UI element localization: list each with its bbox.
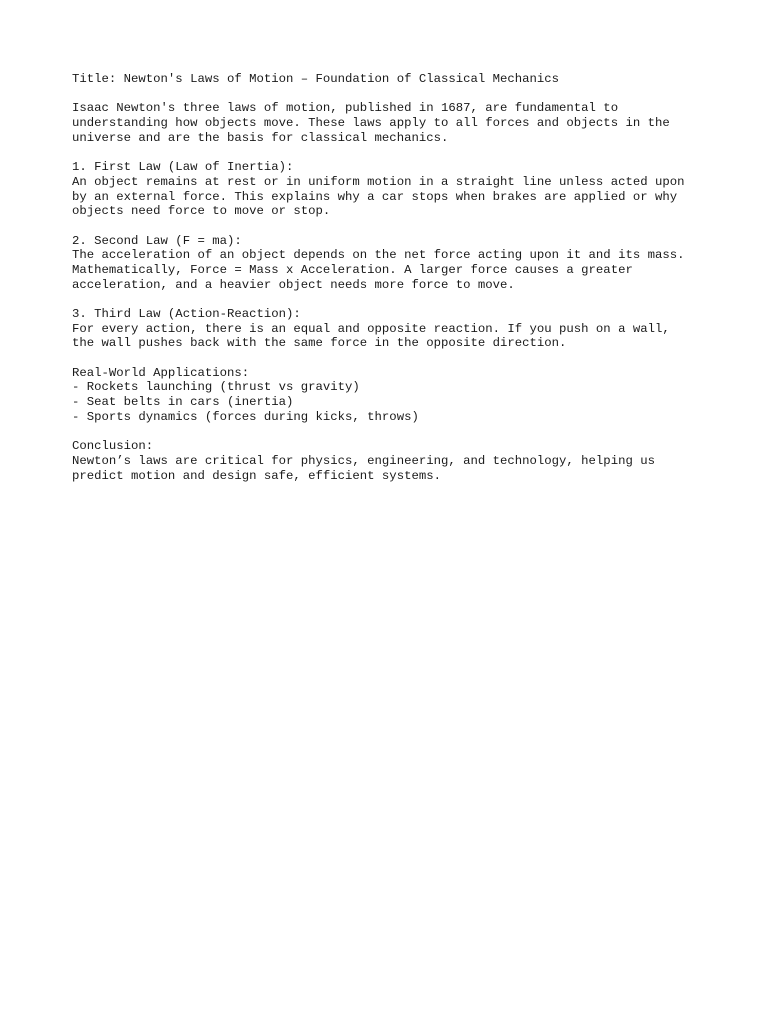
section-first-law <box>72 160 722 219</box>
spacer <box>72 425 722 440</box>
section-heading: Conclusion: <box>72 439 154 454</box>
section-heading: 1. First Law (Law of Inertia): <box>72 160 294 175</box>
section-conclusion <box>72 439 722 483</box>
document-body <box>72 72 722 483</box>
list-item: - Sports dynamics (forces during kicks, throws) <box>72 409 419 424</box>
spacer <box>72 145 722 160</box>
section-applications <box>72 366 722 425</box>
spacer <box>72 87 722 102</box>
section-line: Mathematically, Force = Mass x Acceleration. A larger force causes a greater <box>72 262 633 277</box>
spacer <box>72 219 722 234</box>
intro-line: understanding how objects move. These laws apply to all forces and objects in the <box>72 116 670 131</box>
section-line: acceleration, and a heavier object needs more force to move. <box>72 277 515 292</box>
intro-line: universe and are the basis for classical mechanics. <box>72 130 449 145</box>
section-line: The acceleration of an object depends on the net force acting upon it and its mass. <box>72 248 685 263</box>
section-line: For every action, there is an equal and opposite reaction. If you push on a wall, <box>72 321 670 336</box>
section-second-law <box>72 234 722 293</box>
section-heading: 3. Third Law (Action-Reaction): <box>72 307 301 321</box>
section-third-law <box>72 307 722 351</box>
section-line: objects need force to move or stop. <box>72 204 331 219</box>
section-line: Newton’s laws are critical for physics, engineering, and technology, helping us <box>72 453 655 468</box>
section-heading: 2. Second Law (F = ma): <box>72 233 242 248</box>
document-title: Title: Newton's Laws of Motion – Foundation of Classical Mechanics <box>72 72 560 86</box>
intro-line: Isaac Newton's three laws of motion, published in 1687, are fundamental to <box>72 101 619 116</box>
spacer <box>72 292 722 307</box>
intro-paragraph <box>72 101 722 145</box>
section-line: by an external force. This explains why a car stops when brakes are applied or why <box>72 189 678 204</box>
section-heading: Real-World Applications: <box>72 365 250 380</box>
section-line: the wall pushes back with the same force in the opposite direction. <box>72 336 567 351</box>
section-line: An object remains at rest or in uniform motion in a straight line unless acted upon <box>72 174 685 189</box>
spacer <box>72 351 722 366</box>
list-item: - Seat belts in cars (inertia) <box>72 395 294 410</box>
section-line: predict motion and design safe, efficient systems. <box>72 468 441 483</box>
list-item: - Rockets launching (thrust vs gravity) <box>72 380 360 395</box>
